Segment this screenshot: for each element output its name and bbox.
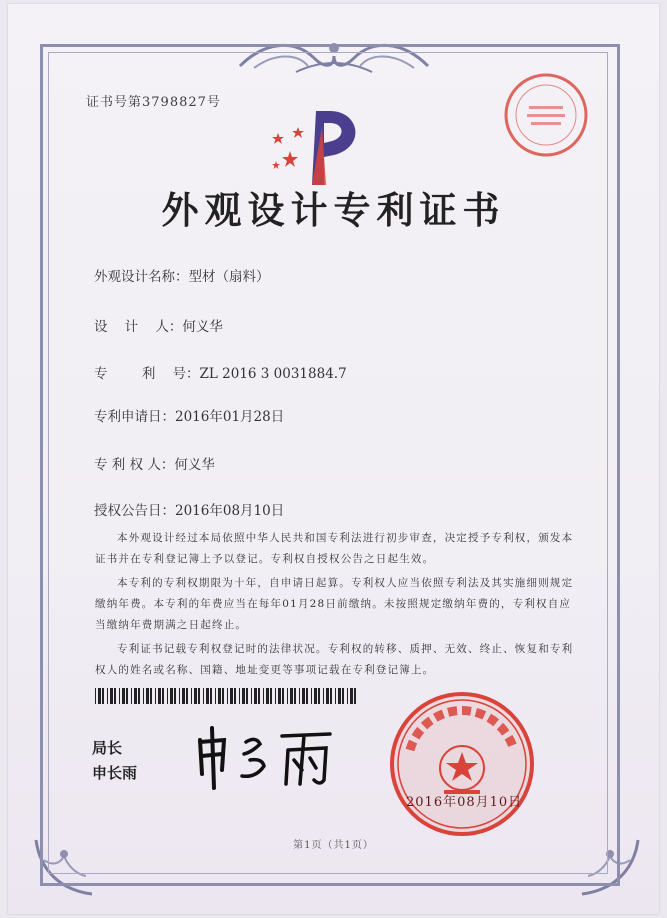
field-designer (94, 315, 223, 335)
agency-seal-small (503, 72, 589, 158)
field-label: 外观设计名称： (94, 269, 189, 285)
field-value: 型材（扇料） (188, 269, 270, 285)
patent-office-logo (268, 103, 378, 188)
body-paragraph: 专利证书记载专利权登记时的法律状况。专利权的转移、质押、无效、终止、恢复和专利权人的姓名或名称、国籍、地址变更等事项记载在专利登记簿上。 (95, 643, 574, 676)
field-label: 设 计 人： (94, 319, 183, 335)
national-ip-seal (388, 690, 536, 838)
field-label: 专利申请日： (94, 409, 175, 425)
field-label: 专 利 权 人： (94, 457, 175, 473)
director-title: 局长 (92, 739, 123, 757)
certificate-title: 外观设计专利证书 (161, 189, 506, 232)
field-label: 专 利 号： (94, 366, 200, 382)
field-value: 何义华 (182, 319, 223, 335)
director-signature (190, 722, 340, 792)
field-value: 2016年01月28日 (175, 409, 285, 425)
field-value: ZL 2016 3 0031884.7 (199, 366, 347, 382)
barcode (95, 688, 360, 704)
page-number: 第1页（共1页） (293, 840, 374, 851)
field-value: 何义华 (174, 457, 215, 473)
field-application-date (94, 405, 284, 425)
director-name: 申长雨 (92, 764, 138, 782)
certificate-body (95, 528, 575, 684)
body-paragraph: 本专利的专利权期限为十年，自申请日起算。专利权人应当依照专利法及其实施细则规定缴纳年费。本专利的年费应当在每年01月28日前缴纳。未按照规定缴纳年费的，专利权自应当缴纳年费期满之日起终止。 (95, 577, 574, 631)
field-patentee (94, 453, 215, 473)
field-grant-date (94, 499, 284, 519)
field-label: 授权公告日： (94, 503, 175, 519)
certificate-number: 证书号第3798827号 (86, 95, 221, 110)
field-value: 2016年08月10日 (175, 503, 285, 519)
field-design-name (94, 265, 270, 285)
body-paragraph: 本外观设计经过本局依照中华人民共和国专利法进行初步审查，决定授予专利权，颁发本证书并在专利登记簿上予以登记。专利权自授权公告之日起生效。 (95, 532, 574, 565)
field-patent-number (94, 362, 347, 382)
seal-date: 2016年08月10日 (406, 795, 523, 810)
